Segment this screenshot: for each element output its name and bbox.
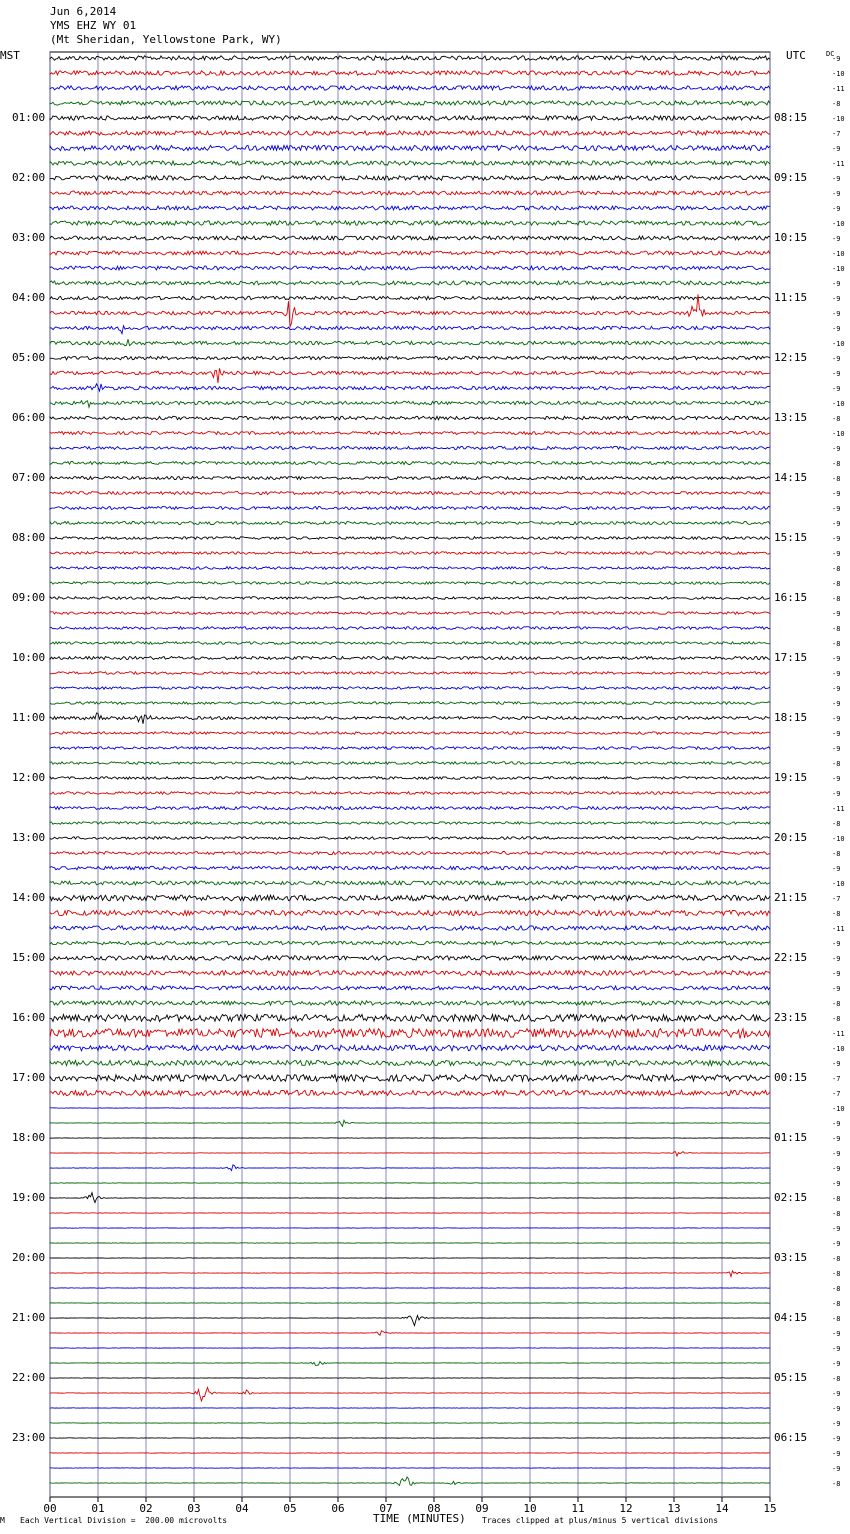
trace-row [50,732,770,735]
dc-offset-label: -9 [832,1405,841,1413]
utc-hour-label: 20:15 [774,831,808,844]
mst-hour-label: 22:00 [12,1371,46,1384]
trace-row [50,401,770,408]
trace-row [50,597,770,600]
utc-hour-label: 21:15 [774,891,808,904]
mst-hour-label: 15:00 [12,951,46,964]
utc-hour-label: 14:15 [774,471,808,484]
trace-row [50,294,770,327]
dc-offset-label: -9 [832,145,841,153]
trace-row [50,161,770,165]
utc-hour-label: 18:15 [774,711,808,724]
utc-hour-label: 00:15 [774,1071,808,1084]
seismic-traces [50,56,770,1486]
dc-offset-label: -9 [832,1345,841,1353]
trace-row [50,384,770,391]
dc-offset-label: -9 [832,865,841,873]
dc-offset-label: -10 [832,1105,845,1113]
dc-offset-label: -10 [832,250,845,258]
dc-offset-label: -9 [832,310,841,318]
dc-offset-label: -10 [832,880,845,888]
trace-row [50,672,770,675]
x-tick-label: 09 [475,1502,489,1515]
dc-offset-label: -8 [832,1000,841,1008]
corner-mark: M [0,1516,5,1525]
dc-offset-label: -9 [832,1435,841,1443]
dc-offset-label: -8 [832,100,841,108]
dc-offset-label: -8 [832,1315,841,1323]
trace-row [50,1120,770,1126]
x-tick-label: 11 [571,1502,585,1515]
dc-offset-label: -9 [832,1330,841,1338]
dc-offset-label: -11 [832,160,845,168]
dc-offset-label: -10 [832,430,845,438]
mst-hour-label: 14:00 [12,891,46,904]
dc-offset-label: -9 [832,235,841,243]
mst-hour-label: 01:00 [12,111,46,124]
x-axis-title: TIME (MINUTES) [373,1512,466,1525]
trace-row [50,71,770,75]
trace-row [50,477,770,480]
trace-row [50,326,770,334]
trace-row [50,1331,770,1335]
dc-offset-label: -9 [832,505,841,513]
dc-offset-label: -11 [832,85,845,93]
dc-offset-label: -9 [832,1420,841,1428]
dc-offset-label: -7 [832,1075,841,1083]
trace-row [50,792,770,795]
dc-offset-label: -9 [832,700,841,708]
dc-offset-label: -11 [832,805,845,813]
utc-hour-label: 09:15 [774,171,808,184]
trace-row [50,236,770,240]
dc-offset-label: -9 [832,715,841,723]
utc-hour-label: 01:15 [774,1131,808,1144]
x-tick-label: 06 [331,1502,345,1515]
dc-offset-label: -8 [832,595,841,603]
trace-row [50,1015,770,1022]
trace-row [50,747,770,750]
dc-offset-label: -8 [832,1375,841,1383]
dc-offset-label: -8 [832,580,841,588]
dc-offset-label: -10 [832,265,845,273]
mst-hour-label: 02:00 [12,171,46,184]
dc-offset-label: -9 [832,1360,841,1368]
dc-offset-label: -9 [832,1450,841,1458]
trace-row [50,145,770,150]
mst-hour-label: 11:00 [12,711,46,724]
x-tick-label: 10 [523,1502,537,1515]
trace-row [50,1060,770,1065]
dc-offset-label: -9 [832,745,841,753]
dc-offset-label: -9 [832,1060,841,1068]
trace-row [50,702,770,705]
dc-offset-label: -10 [832,835,845,843]
trace-row [50,131,770,135]
utc-axis-label: UTC [786,49,806,62]
dc-offset-label: -9 [832,325,841,333]
mst-hour-label: 16:00 [12,1011,46,1024]
dc-offset-label: -9 [832,445,841,453]
x-tick-label: 08 [427,1502,441,1515]
mst-hour-label: 09:00 [12,591,46,604]
trace-row [50,339,770,346]
mst-hour-label: 07:00 [12,471,46,484]
dc-offset-label: -8 [832,1255,841,1263]
dc-offset-label: -8 [832,760,841,768]
dc-offset-label: -10 [832,115,845,123]
trace-row [50,251,770,255]
dc-offset-label: -9 [832,1150,841,1158]
dc-offset-label: -9 [832,190,841,198]
utc-hour-label: 10:15 [774,231,808,244]
dc-offset-label: -9 [832,1225,841,1233]
trace-row [50,281,770,285]
dc-offset-label: -8 [832,1210,841,1218]
x-tick-label: 02 [139,1502,153,1515]
trace-row [50,642,770,645]
trace-row [50,956,770,960]
dc-offset-label: -9 [832,985,841,993]
trace-row [50,1387,770,1401]
mst-hour-label: 04:00 [12,291,46,304]
dc-offset-label: -8 [832,910,841,918]
utc-hour-label: 05:15 [774,1371,808,1384]
dc-offset-label: -9 [832,1180,841,1188]
dc-offset-label: -9 [832,550,841,558]
trace-row [50,567,770,570]
trace-row [50,1165,770,1171]
dc-offset-label: -8 [832,475,841,483]
x-tick-label: 04 [235,1502,249,1515]
x-tick-label: 03 [187,1502,201,1515]
dc-offset-label: -8 [832,1300,841,1308]
utc-hour-label: 23:15 [774,1011,808,1024]
dc-offset-labels [832,55,845,1488]
trace-row [50,926,770,930]
mst-hour-label: 17:00 [12,1071,46,1084]
mst-hour-label: 19:00 [12,1191,46,1204]
trace-row [50,368,770,383]
mst-hour-label: 03:00 [12,231,46,244]
dc-offset-label: -9 [832,955,841,963]
dc-offset-label: -8 [832,625,841,633]
trace-row [50,1090,770,1095]
clip-note: Traces clipped at plus/minus 5 vertical divisions [482,1516,719,1525]
trace-row [50,492,770,495]
utc-hour-label: 19:15 [774,771,808,784]
x-tick-label: 13 [667,1502,681,1515]
trace-row [50,837,770,840]
dc-offset-label: -8 [832,1015,841,1023]
dc-offset-label: -8 [832,1285,841,1293]
mst-hour-label: 20:00 [12,1251,46,1264]
dc-offset-label: -10 [832,1045,845,1053]
dc-offset-label: -8 [832,850,841,858]
dc-axis-label: DC [826,50,835,58]
utc-hour-label: 22:15 [774,951,808,964]
trace-row [50,116,770,120]
x-tick-label: 07 [379,1502,393,1515]
vertical-scale-note: Each Vertical Division = 200.00 microvolts [20,1516,228,1525]
dc-offset-label: -10 [832,70,845,78]
trace-row [50,1075,770,1082]
trace-row [50,191,770,195]
trace-row [50,1001,770,1005]
trace-row [50,941,770,945]
trace-row [50,910,770,915]
chart-date: Jun 6,2014 [50,5,117,18]
dc-offset-label: -9 [832,610,841,618]
x-tick-label: 01 [91,1502,105,1515]
utc-hour-label: 13:15 [774,411,808,424]
trace-row [50,1193,770,1203]
trace-row [50,971,770,976]
mst-hour-label: 10:00 [12,651,46,664]
mst-axis-label: MST [0,49,20,62]
trace-row [50,552,770,555]
utc-hour-label: 06:15 [774,1431,808,1444]
dc-offset-label: -9 [832,940,841,948]
trace-row [50,895,770,901]
dc-offset-label: -7 [832,895,841,903]
trace-row [50,522,770,525]
trace-row [50,507,770,510]
dc-offset-label: -9 [832,385,841,393]
trace-row [50,866,770,870]
trace-row [50,986,770,990]
utc-hour-label: 12:15 [774,351,808,364]
x-tick-label: 14 [715,1502,729,1515]
dc-offset-label: -8 [832,1270,841,1278]
dc-offset-label: -8 [832,1195,841,1203]
dc-offset-label: -9 [832,280,841,288]
trace-row [50,101,770,105]
dc-offset-label: -9 [832,1165,841,1173]
dc-offset-label: -9 [832,370,841,378]
station-location: (Mt Sheridan, Yellowstone Park, WY) [50,33,282,46]
mst-hour-label: 08:00 [12,531,46,544]
utc-hour-label: 15:15 [774,531,808,544]
mst-hour-label: 05:00 [12,351,46,364]
trace-row [50,266,770,270]
dc-offset-label: -9 [832,205,841,213]
mst-hour-label: 21:00 [12,1311,46,1324]
dc-offset-label: -7 [832,1090,841,1098]
trace-row [50,627,770,630]
utc-hour-label: 02:15 [774,1191,808,1204]
trace-row [50,1029,770,1039]
dc-offset-label: -9 [832,1135,841,1143]
trace-row [50,762,770,765]
x-tick-label: 12 [619,1502,633,1515]
trace-row [50,1045,770,1051]
trace-row [50,582,770,585]
mst-hour-label: 18:00 [12,1131,46,1144]
dc-offset-label: -9 [832,535,841,543]
trace-row [50,356,770,360]
trace-row [50,713,770,724]
trace-row [50,852,770,855]
trace-row [50,822,770,825]
dc-offset-label: -9 [832,295,841,303]
dc-offset-label: -9 [832,175,841,183]
trace-row [50,777,770,780]
dc-offset-label: -9 [832,55,841,63]
dc-offset-label: -11 [832,1030,845,1038]
trace-row [50,447,770,450]
trace-row [50,1152,770,1157]
utc-hour-label: 16:15 [774,591,808,604]
mst-hour-label: 06:00 [12,411,46,424]
trace-row [50,1315,770,1325]
utc-hour-label: 04:15 [774,1311,808,1324]
trace-row [50,296,770,300]
dc-offset-label: -8 [832,415,841,423]
dc-offset-label: -8 [832,820,841,828]
dc-offset-label: -9 [832,655,841,663]
dc-offset-label: -9 [832,490,841,498]
dc-offset-label: -10 [832,340,845,348]
dc-offset-label: -10 [832,220,845,228]
dc-offset-label: -9 [832,1465,841,1473]
dc-offset-label: -8 [832,565,841,573]
dc-offset-label: -9 [832,355,841,363]
station-id: YMS EHZ WY 01 [50,19,137,32]
trace-row [50,56,770,60]
trace-row [50,881,770,885]
dc-offset-label: -9 [832,970,841,978]
mst-hour-label: 23:00 [12,1431,46,1444]
trace-row [50,612,770,615]
trace-row [50,1362,770,1366]
dc-offset-label: -9 [832,520,841,528]
dc-offset-label: -9 [832,1390,841,1398]
dc-offset-label: -9 [832,1240,841,1248]
trace-row [50,537,770,540]
dc-offset-label: -9 [832,775,841,783]
dc-offset-label: -8 [832,640,841,648]
utc-hour-label: 17:15 [774,651,808,664]
dc-offset-label: -9 [832,730,841,738]
trace-row [50,687,770,690]
trace-row [50,176,770,180]
utc-hour-label: 11:15 [774,291,808,304]
x-tick-label: 15 [763,1502,777,1515]
trace-row [50,416,770,420]
dc-offset-label: -11 [832,925,845,933]
trace-row [50,206,770,210]
trace-row [50,462,770,465]
dc-offset-label: -9 [832,790,841,798]
trace-row [50,657,770,660]
x-tick-label: 05 [283,1502,297,1515]
dc-offset-label: -9 [832,670,841,678]
mst-hour-label: 12:00 [12,771,46,784]
dc-offset-label: -8 [832,460,841,468]
trace-row [50,1477,770,1486]
utc-hour-label: 03:15 [774,1251,808,1264]
trace-row [50,1271,770,1277]
mst-hour-label: 13:00 [12,831,46,844]
dc-offset-label: -8 [832,1480,841,1488]
trace-row [50,86,770,90]
dc-offset-label: -9 [832,1120,841,1128]
utc-hour-label: 08:15 [774,111,808,124]
trace-row [50,221,770,225]
trace-row [50,432,770,435]
trace-row [50,807,770,810]
dc-offset-label: -10 [832,400,845,408]
dc-offset-label: -7 [832,130,841,138]
dc-offset-label: -9 [832,685,841,693]
x-tick-label: 00 [43,1502,57,1515]
